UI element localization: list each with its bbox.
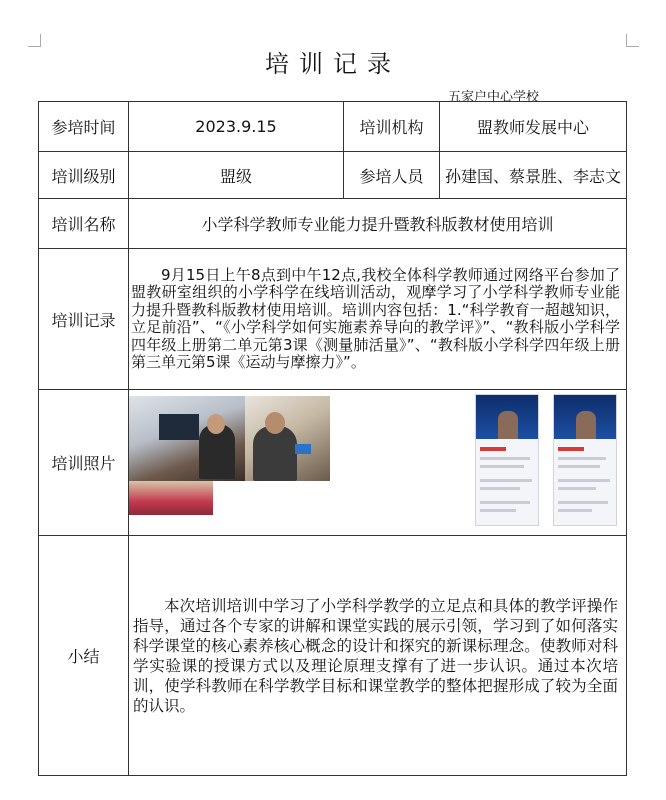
summary-cell bbox=[129, 536, 627, 776]
record-cell bbox=[129, 249, 627, 390]
photo-label: 培训照片 bbox=[39, 390, 129, 536]
phone-shape bbox=[295, 444, 311, 454]
record-label: 培训记录 bbox=[39, 249, 129, 390]
name-label: 培训名称 bbox=[39, 199, 129, 249]
monitor-shape bbox=[159, 414, 199, 440]
photo-cell bbox=[129, 390, 627, 536]
level-label: 培训级别 bbox=[39, 152, 129, 199]
teacher-figure bbox=[253, 426, 297, 481]
row-record bbox=[39, 249, 627, 390]
row-photos bbox=[39, 390, 627, 536]
training-record-table bbox=[38, 101, 627, 776]
text-line bbox=[558, 465, 600, 468]
text-line bbox=[480, 509, 516, 512]
text-line bbox=[558, 479, 610, 482]
text-line bbox=[480, 501, 530, 504]
time-value: 2023.9.15 bbox=[129, 102, 344, 152]
text-line bbox=[558, 509, 592, 512]
org-value: 盟教师发展中心 bbox=[440, 102, 627, 152]
photo-area bbox=[129, 390, 626, 535]
text-line bbox=[480, 487, 520, 490]
row-level bbox=[39, 152, 627, 199]
text-line bbox=[558, 457, 606, 460]
school-name: 五家户中心学校 bbox=[448, 90, 540, 105]
org-label: 培训机构 bbox=[344, 102, 440, 152]
highlight-bar bbox=[480, 447, 506, 451]
people-value: 孙建国、蔡景胜、李志文 bbox=[440, 152, 627, 199]
training-photo-1 bbox=[129, 396, 245, 481]
document-title: 培训记录 bbox=[265, 50, 401, 78]
people-label: 参培人员 bbox=[344, 152, 440, 199]
screenshot-2 bbox=[553, 394, 617, 526]
summary-text: 本次培训培训中学习了小学科学教学的立足点和具体的教学评操作指导，通过各个专家的讲解和课堂实践的展示引领，学习到了如何落实科学课堂的核心素养核心概念的设计和探究的新课标理念。使教师对科学实验课的授课方式以及理论原理支撑有了进一步认识。通过本次培训，使学科教师在科学教学目标和课堂教学的整体把握形成了较为全面的认识。 bbox=[133, 596, 618, 715]
level-value: 盟级 bbox=[129, 152, 344, 199]
row-time bbox=[39, 102, 627, 152]
presenter-figure bbox=[498, 411, 518, 439]
text-line bbox=[558, 501, 608, 504]
training-photo-3 bbox=[129, 481, 213, 515]
highlight-bar bbox=[558, 447, 584, 451]
screenshot-1 bbox=[475, 394, 539, 526]
time-label: 参培时间 bbox=[39, 102, 129, 152]
text-line bbox=[480, 465, 524, 468]
training-photo-2 bbox=[245, 396, 330, 481]
presenter-figure bbox=[576, 411, 596, 439]
teacher-head bbox=[207, 414, 225, 434]
record-text: 9月15日上午8点到中午12点,我校全体科学教师通过网络平台参加了盟教研室组织的小学科学在线培训活动，观摩学习了小学科学教师专业能力提升暨教科版教材使用培训。培训内容包括：1.“科学教育一超越知识，立足前沿”、“《小学科学如何实施素养导向的教学评》”、“教科版小学科学四年级上册第二单元第3课《测量肺活量》”、“教科版小学科学四年级上册第三单元第5课《运动与摩擦力》”。 bbox=[131, 265, 620, 371]
text-line bbox=[480, 457, 530, 460]
name-value: 小学科学教师专业能力提升暨教科版教材使用培训 bbox=[129, 199, 627, 249]
text-line bbox=[558, 487, 596, 490]
text-line bbox=[480, 479, 532, 482]
summary-label: 小结 bbox=[39, 536, 129, 776]
row-summary bbox=[39, 536, 627, 776]
teacher-head bbox=[265, 412, 285, 434]
row-name bbox=[39, 199, 627, 249]
